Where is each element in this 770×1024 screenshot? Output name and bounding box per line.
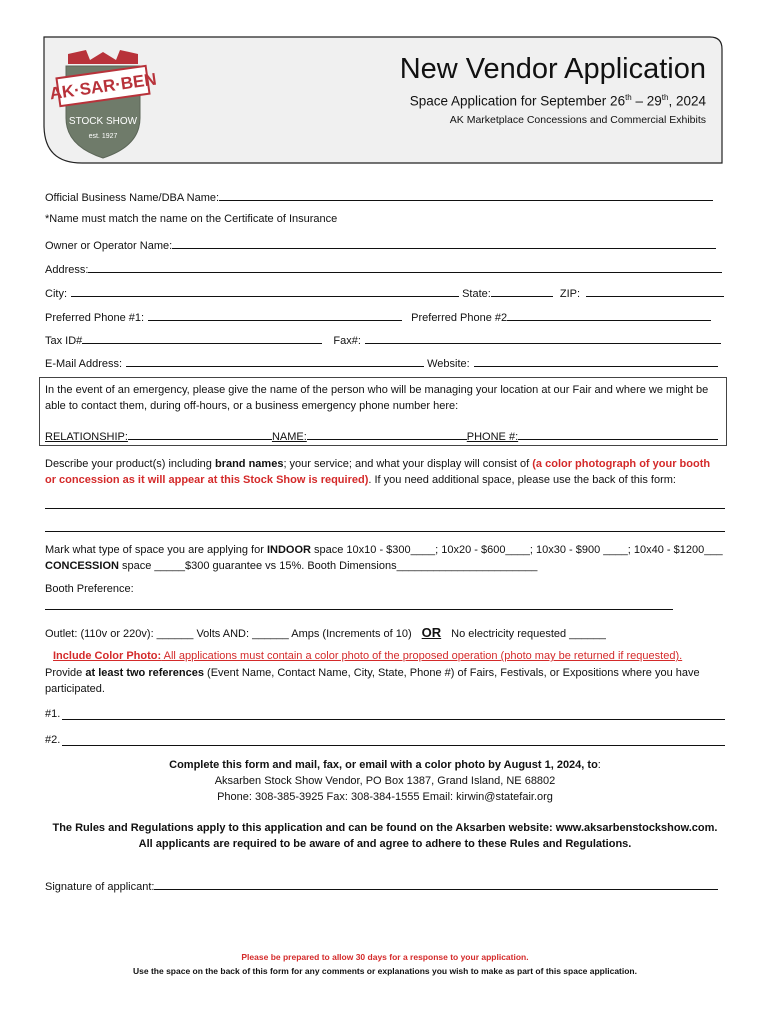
- phone1-label: Preferred Phone #1:: [45, 312, 145, 324]
- city-label: City:: [45, 288, 67, 300]
- emergency-phone-blank[interactable]: [518, 428, 718, 440]
- reference-2[interactable]: #2.: [45, 734, 61, 746]
- tax-fax-field[interactable]: [45, 332, 721, 347]
- phone-field[interactable]: [45, 309, 711, 324]
- city-field[interactable]: [45, 285, 724, 300]
- phone2-blank[interactable]: [507, 309, 711, 321]
- indoor-space-line[interactable]: Mark what type of space you are applying for INDOOR space 10x10 - $300____; 10x20 - $600____; 10x30 - $900 ____; 10x40 - $1200___: [45, 544, 723, 556]
- owner-blank[interactable]: [172, 237, 716, 249]
- emergency-name-blank[interactable]: [307, 428, 467, 440]
- email-label: E-Mail Address:: [45, 358, 123, 370]
- name-note: *Name must match the name on the Certificate of Insurance: [45, 213, 338, 225]
- city-blank[interactable]: [71, 285, 459, 297]
- emergency-phone-label: PHONE #:: [466, 431, 519, 443]
- reference-2-line[interactable]: [62, 745, 725, 746]
- describe-text: Describe your product(s) including brand names; your service; and what your display will consist of (a color photograph of your booth or concession as it will appear at this Stock Show is required). If you need additional space, please use the back of this form:: [45, 458, 711, 486]
- business-name-blank[interactable]: [219, 189, 713, 201]
- contact-info: Phone: 308-385-3925 Fax: 308-384-1555 Email: kirwin@statefair.org: [217, 791, 553, 803]
- business-name-field[interactable]: [45, 189, 713, 204]
- describe-line-2[interactable]: [45, 531, 725, 532]
- address-blank[interactable]: [88, 261, 722, 273]
- rules-line-2: All applicants are required to be aware of and agree to adhere to these Rules and Regulations.: [138, 838, 632, 850]
- footer-back-note: Use the space on the back of this form for any comments or explanations you wish to make as part of this space application.: [133, 966, 637, 976]
- booth-preference-line[interactable]: [45, 609, 673, 610]
- taxid-blank[interactable]: [82, 332, 322, 344]
- concession-space-line[interactable]: CONCESSION space _____$300 guarantee vs 15%. Booth Dimensions_______________________: [45, 560, 538, 572]
- signature-label: Signature of applicant:: [45, 881, 155, 893]
- relationship-blank[interactable]: [128, 428, 272, 440]
- emergency-contact-row[interactable]: [45, 428, 718, 443]
- reference-1-line[interactable]: [62, 719, 725, 720]
- describe-line-1[interactable]: [45, 508, 725, 509]
- signature-field[interactable]: [45, 878, 718, 893]
- state-label: State:: [462, 288, 491, 300]
- phone2-label: Preferred Phone #2: [411, 312, 508, 324]
- taxid-label: Tax ID#: [45, 335, 83, 347]
- phone1-blank[interactable]: [148, 309, 402, 321]
- email-blank[interactable]: [126, 355, 424, 367]
- emergency-text: In the event of an emergency, please give the name of the person who will be managing your location at our Fair and where we might be able to contact them, during off-hours, or a business emergency phone number here:: [45, 384, 709, 412]
- fax-label: Fax#:: [333, 335, 361, 347]
- reference-1[interactable]: #1.: [45, 708, 61, 720]
- website-label: Website:: [427, 358, 470, 370]
- signature-blank[interactable]: [154, 878, 718, 890]
- rules-line-1: The Rules and Regulations apply to this application and can be found on the Aksarben website: www.aksarbenstockshow.com.: [52, 822, 718, 834]
- owner-field[interactable]: [45, 237, 716, 252]
- logo-sub-text: STOCK SHOW: [68, 116, 138, 127]
- business-name-label: Official Business Name/DBA Name:: [45, 192, 220, 204]
- address-label: Address:: [45, 264, 89, 276]
- logo-est-text: est. 1927: [88, 133, 118, 140]
- relationship-label: RELATIONSHIP:: [45, 431, 128, 443]
- aksarben-logo: [48, 42, 158, 162]
- page-title: New Vendor Application: [399, 53, 706, 85]
- logo-brand-text: AK·SAR·BEN: [48, 69, 158, 104]
- references-text: Provide at least two references (Event Name, Contact Name, City, State, Phone #) of Fairs, Festivals, or Expositions where you have participated.: [45, 667, 700, 695]
- mail-address: Aksarben Stock Show Vendor, PO Box 1387, Grand Island, NE 68802: [214, 775, 556, 787]
- complete-heading: Complete this form and mail, fax, or email with a color photo by August 1, 2024, to:: [169, 759, 601, 771]
- page-subtitle: Space Application for September 26th – 29th, 2024: [409, 93, 706, 109]
- zip-label: ZIP:: [559, 288, 581, 300]
- footer-response-note: Please be prepared to allow 30 days for a response to your application.: [241, 952, 529, 962]
- website-blank[interactable]: [474, 355, 718, 367]
- email-website-field[interactable]: [45, 355, 718, 370]
- photo-note: Include Color Photo: All applications must contain a color photo of the proposed operation (photo may be returned if requested).: [53, 650, 683, 662]
- page-subtitle-secondary: AK Marketplace Concessions and Commercial Exhibits: [449, 114, 706, 126]
- booth-preference-label: Booth Preference:: [45, 583, 134, 595]
- zip-blank[interactable]: [586, 285, 724, 297]
- state-blank[interactable]: [491, 285, 553, 297]
- fax-blank[interactable]: [365, 332, 721, 344]
- outlet-line[interactable]: Outlet: (110v or 220v): ______ Volts AND: ______ Amps (Increments of 10) OR No electricity requested ______: [45, 625, 606, 640]
- emergency-name-label: NAME:: [271, 431, 307, 443]
- owner-label: Owner or Operator Name:: [45, 240, 173, 252]
- address-field[interactable]: [45, 261, 722, 276]
